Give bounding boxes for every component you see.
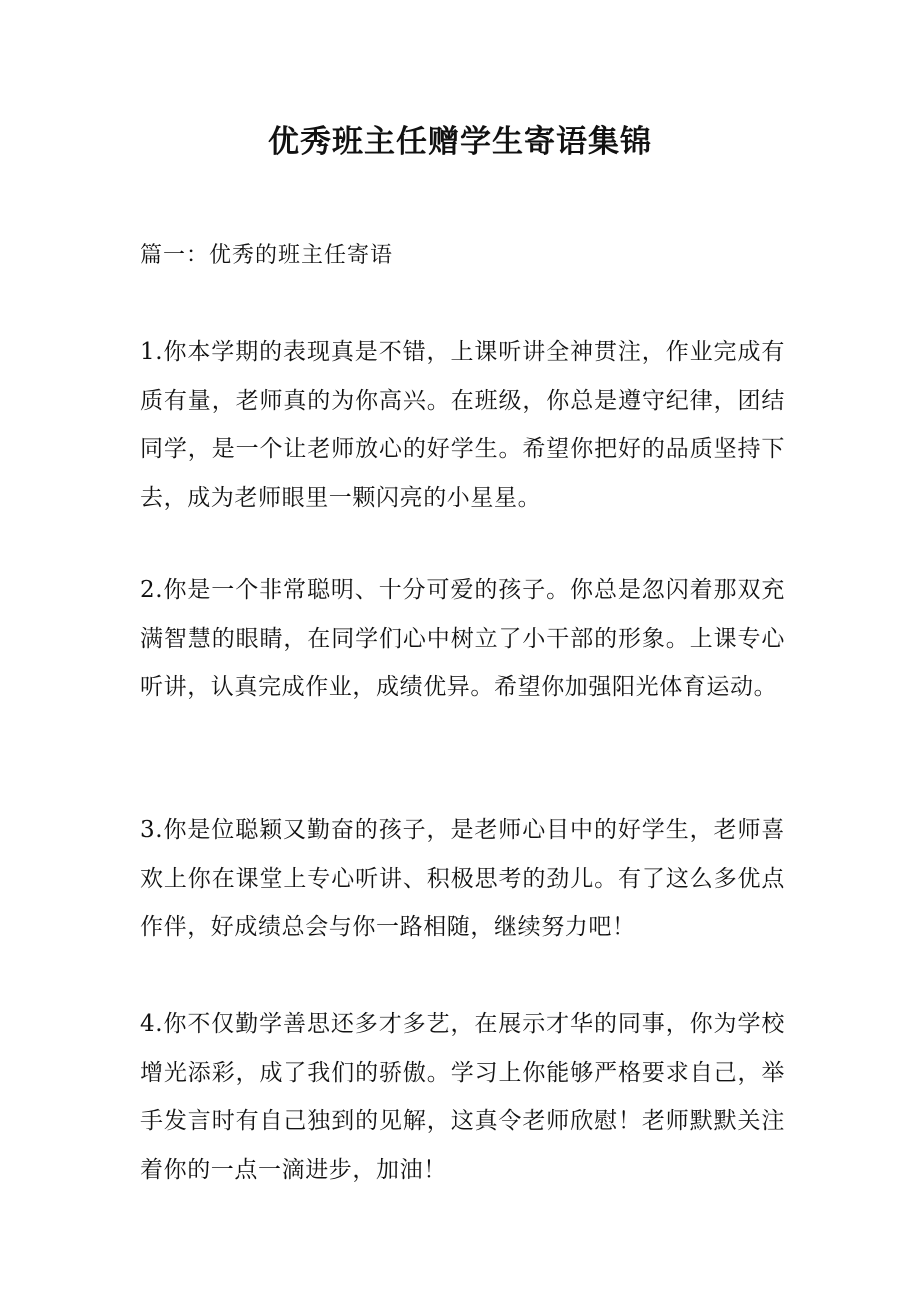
document-title: 优秀班主任赠学生寄语集锦 bbox=[268, 124, 652, 160]
paragraph-2: 2.你是一个非常聪明、十分可爱的孩子。你总是忽闪着那双充满智慧的眼睛，在同学们心中树立了小干部的形象。上课专心听讲，认真完成作业，成绩优异。希望你加强阳光体育运动。 bbox=[140, 577, 785, 700]
paragraph-1: 1.你本学期的表现真是不错，上课听讲全神贯注，作业完成有质有量，老师真的为你高兴。在班级，你总是遵守纪律，团结同学，是一个让老师放心的好学生。希望你把好的品质坚持下去，成为老师眼里一颗闪亮的小星星。 bbox=[140, 339, 785, 511]
paragraph-4: 4.你不仅勤学善思还多才多艺，在展示才华的同事，你为学校增光添彩，成了我们的骄傲。学习上你能够严格要求自己，举手发言时有自己独到的见解，这真令老师欣慰！老师默默关注着你的一点一滴进步，加油！ bbox=[140, 1011, 785, 1183]
section-heading: 篇一：优秀的班主任寄语 bbox=[140, 243, 394, 268]
paragraph-3: 3.你是位聪颖又勤奋的孩子，是老师心目中的好学生，老师喜欢上你在课堂上专心听讲、积极思考的劲儿。有了这么多优点作伴，好成绩总会与你一路相随，继续努力吧！ bbox=[140, 817, 785, 940]
